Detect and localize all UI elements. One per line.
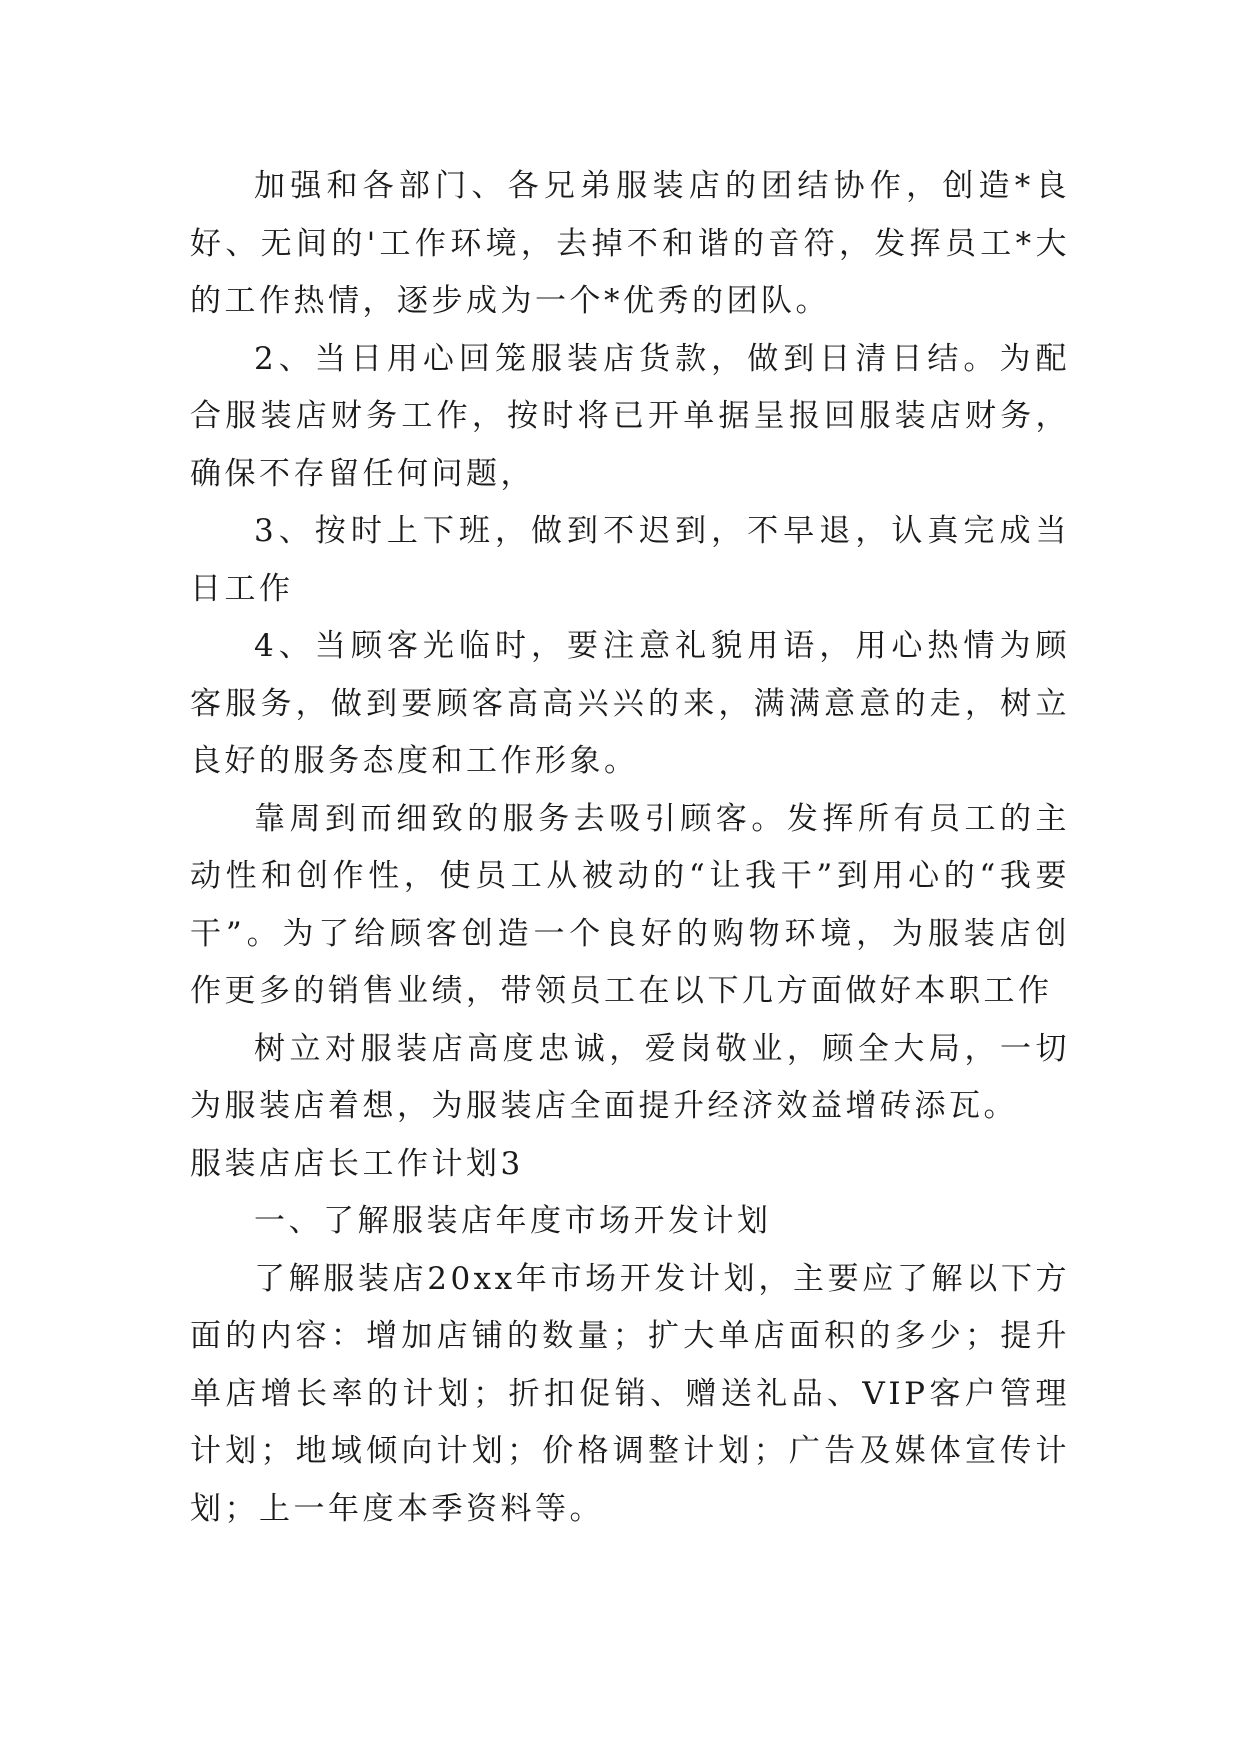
paragraph-attract-customers: 靠周到而细致的服务去吸引顾客。发挥所有员工的主动性和创作性，使员工从被动的“让我干”到用心的“我要干”。为了给顾客创造一个良好的购物环境，为服装店创作更多的销售业绩，带领员工在以下几方面做好本职工作 — [190, 800, 1070, 1009]
subsection-heading: 一、了解服装店年度市场开发计划 — [254, 1203, 772, 1239]
paragraph-punctuality: 3、按时上下班，做到不迟到，不早退，认真完成当日工作 — [190, 513, 1070, 607]
section-heading: 服装店店长工作计划3 — [190, 1145, 524, 1182]
paragraph-collect-payments: 2、当日用心回笼服装店货款，做到日清日结。为配合服装店财务工作，按时将已开单据呈报回服装店财务，确保不存留任何问题， — [190, 340, 1070, 492]
document-body — [190, 158, 1070, 1538]
paragraph-loyalty: 树立对服装店高度忠诚，爱岗敬业，顾全大局，一切为服装店着想，为服装店全面提升经济效益增砖添瓦。 — [190, 1030, 1070, 1124]
paragraph-market-plan: 了解服装店20xx年市场开发计划，主要应了解以下方面的内容：增加店铺的数量；扩大单店面积的多少；提升单店增长率的计划；折扣促销、赠送礼品、VIP客户管理计划；地域倾向计划；价格调整计划；广告及媒体宣传计划；上一年度本季资料等。 — [190, 1260, 1070, 1527]
paragraph-customer-service: 4、当顾客光临时，要注意礼貌用语，用心热情为顾客服务，做到要顾客高高兴兴的来，满满意意的走，树立良好的服务态度和工作形象。 — [190, 628, 1070, 779]
paragraph-teamwork: 加强和各部门、各兄弟服装店的团结协作，创造*良好、无间的'工作环境，去掉不和谐的音符，发挥员工*大的工作热情，逐步成为一个*优秀的团队。 — [190, 168, 1070, 319]
